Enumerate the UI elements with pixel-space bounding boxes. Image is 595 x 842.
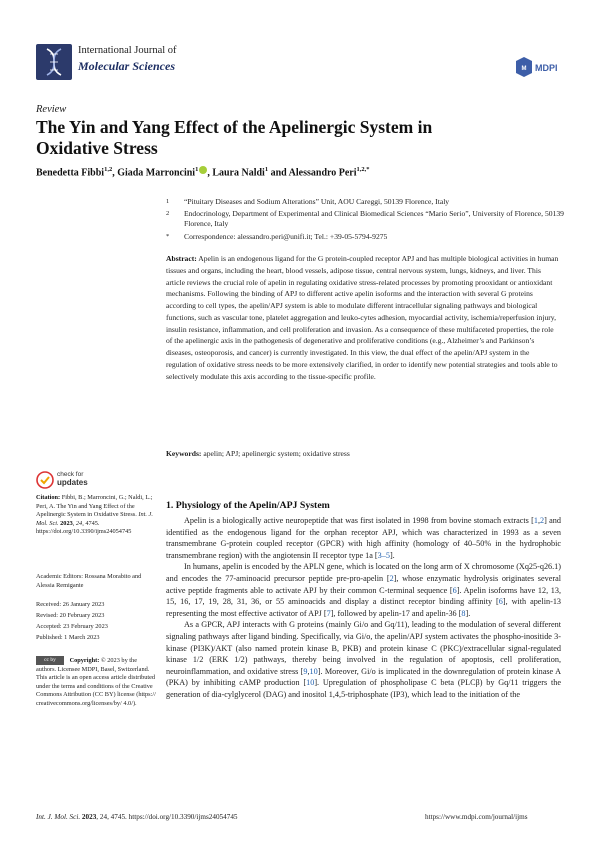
- body-text-span: ,: [307, 666, 310, 676]
- article-type: Review: [36, 104, 67, 115]
- abstract-text: Apelin is an endogenous ligand for the G protein-coupled receptor APJ and has multiple biological activities in human tissues and organs, including the heart, blood vessels, adipose tissue, central nervous system, lungs, kidneys, and liver. This article reviews the crucial role of apelin in regulating oxidative stress-related processes by promoting prooxidant or antioxidant mechanisms. Following the binding of APJ to different active apelin isoforms and the interaction with several G proteins according to cell types, the apelin/APJ system is able to modulate different intracellular signaling pathways and biological functions, such as vascular tone, platelet aggregation and leuko-cytes adhesion, myocardial activity, ischemia/reperfusion injury, insulin resistance, inflammation, and cell proliferation and invasion. As a consequence of these multifaceted properties, the role of the apelinergic axis in the pathogenesis of degenerative and proliferative conditions (e.g., Alzheimer’s and Parkinson’s diseases, osteoporosis, and cancer) is currently investigated. In this view, the dual effect of the apelin/APJ system in the regulation of oxidative stress needs to be more extensively clarified, in order to identify new potential strategies and tools able to selectively modulate this axis according to the tissue-specific profile.: [166, 254, 559, 381]
- received-date: Received: 26 January 2023: [36, 601, 105, 608]
- author-name[interactable]: Benedetta Fibbi: [36, 167, 105, 179]
- reference-link[interactable]: 8: [461, 608, 466, 618]
- body-text-span: ], followed by apelin-17 and apelin-36 [: [330, 608, 462, 618]
- revised-date: Revised: 20 February 2023: [36, 612, 105, 619]
- body-text-span: As a GPCR, APJ interacts with G proteins (mainly Gi/o and Gq/11), leading to the modulation of several different signaling pathways after ligand binding. Specifically, via Gi/o, the apelin/APJ system activates the phospho-inositide 3-kinase (PI3K)/AKT (also named protein kinase B, PKB) and protein kinase C (PKC)/extracellular signal-regulated kinase 1/2 (ERK 1/2) pathways, thereby being involved in the regulation of apoptosis, cell proliferation, neuroinflammation, and oxidative stress [: [166, 620, 561, 676]
- body-text-span: ]. Moreover, Gi/o is implicated in the downregulation of protein kinase A (PKA) by inhibiting cAMP production [: [166, 666, 561, 688]
- footer-journal: Int. J. Mol. Sci.: [36, 813, 81, 821]
- author-affil-sup: 1,2,*: [356, 166, 370, 173]
- journal-name-line2: Molecular Sciences: [78, 59, 175, 73]
- author-name[interactable]: Giada Marroncini: [117, 167, 196, 179]
- body-text-span: ]. Upregulation of phospholipase C beta (PLCβ) by Gq/11 triggers the generation of dia-cylglycerol (DAG) and inositol 1,4,5-triphosphate (IP3), which lead to the initiation of the: [166, 678, 561, 699]
- article-title: The Yin and Yang Effect of the Apelinergic System in Oxidative Stress: [36, 117, 433, 158]
- footer-doi[interactable]: , 24, 4745. https://doi.org/10.3390/ijms24054745: [96, 813, 238, 821]
- body-text-span: ], whose enzymatic hydrolysis originates several active peptide fragments able to activate APJ by their common C-terminal sequence [: [166, 573, 561, 595]
- body-text-span: ]. Apelin isoforms have 12, 13, 15, 16, 17, 19, 28, 31, 36, or 55 aminoacids and display a distinct receptor binding affinity [: [166, 585, 561, 607]
- author-separator: ,: [112, 167, 118, 179]
- reference-link[interactable]: 6: [498, 597, 503, 607]
- body-text-span: In humans, apelin is encoded by the APLN gene, which is located on the long arm of X chromosome (Xq25-q26.1) and encodes the 77-aminoacid precursor peptide pre-pro-apelin [: [166, 562, 561, 583]
- copyright-block: [36, 656, 158, 709]
- keywords-label: Keywords:: [166, 449, 202, 458]
- citation-year: 2023: [60, 519, 73, 527]
- author-affil-sup: 1: [264, 166, 269, 173]
- copyright-text: © 2023 by the authors. Licensee MDPI, Basel, Switzerland. This article is an open access article distributed under the terms and conditions of the Creative Commons Attribution (CC BY) license (https:// creativecommons.org/licenses/by/ 4.0/).: [36, 656, 156, 707]
- dna-icon: [36, 44, 72, 80]
- citation-journal: Int. J. Mol. Sci.: [36, 511, 153, 527]
- author-affil-sup: 1: [195, 166, 199, 173]
- body-text-span: ], with apelin-13 representing the most effective activator of APJ [: [166, 597, 562, 618]
- section-body: [166, 515, 561, 701]
- journal-name-line1: International Journal of: [78, 45, 177, 56]
- copyright-label: Copyright:: [69, 656, 100, 664]
- cc-license-badge[interactable]: cc by: [36, 656, 64, 665]
- body-paragraph: [166, 619, 561, 700]
- academic-editors: Academic Editors: Rossana Morabito and Alessia Remigante: [36, 573, 142, 589]
- check-updates-line2: updates: [57, 477, 88, 487]
- reference-link[interactable]: 3–5: [377, 550, 390, 560]
- body-text-span: ] and identified as the endogenous ligand for the orphan receptor APJ, which was characterized in 1993 as a seven transmembrane G-protein coupled receptor (GPCR) with high affinity (homology of 40–50% in the hydrophobic transmembrane region) with the angiotensin II receptor type 1a [: [166, 516, 561, 560]
- reference-link[interactable]: 6: [452, 585, 457, 595]
- check-for-updates-button[interactable]: [36, 470, 106, 490]
- section-heading: 1. Physiology of the Apelin/APJ System: [166, 500, 330, 511]
- keywords: [166, 449, 561, 458]
- mdpi-logo-text: MDPI: [535, 63, 558, 73]
- author-name[interactable]: Alessandro Peri: [288, 167, 357, 179]
- reference-link[interactable]: 9: [303, 666, 308, 676]
- citation-volume: 24: [75, 519, 83, 527]
- mdpi-logo: [516, 56, 560, 78]
- reference-link[interactable]: 10: [306, 678, 315, 688]
- reference-link[interactable]: 1: [533, 516, 538, 525]
- author-separator: and: [268, 167, 289, 179]
- citation-block: Citation: Fibbi, B.; Marroncini, G.; Naldi, L.; Peri, A. The Yin and Yang Effect of the Apelinergic System in Oxidative Stress. Int. J. Mol. Sci. 2023, 24, 4745. https://doi.org/10.3390/ijms24054745: [36, 494, 153, 536]
- accepted-date: Accepted: 23 February 2023: [36, 623, 108, 630]
- body-paragraph: [166, 515, 561, 561]
- body-text-span: Apelin is a biologically active neuropeptide that was first isolated in 1998 from bovine stomach extracts [: [184, 516, 534, 525]
- check-updates-line1: check for: [57, 471, 84, 478]
- reference-link[interactable]: 2: [389, 573, 394, 583]
- body-text-span: ,: [537, 516, 541, 525]
- author-affil-sup: 1,2: [104, 166, 113, 173]
- citation-doi[interactable]: , 4745. https://doi.org/10.3390/ijms24054745: [36, 519, 132, 536]
- author-name[interactable]: Laura Naldi: [212, 167, 265, 179]
- footer-url[interactable]: https://www.mdpi.com/journal/ijms: [425, 813, 528, 821]
- footer-citation: [36, 813, 238, 821]
- author-separator: ,: [207, 167, 213, 179]
- footer-year: 2023: [81, 813, 97, 821]
- svg-text:M: M: [521, 66, 527, 72]
- reference-link[interactable]: 2: [540, 516, 545, 525]
- reference-link[interactable]: 10: [309, 666, 318, 676]
- abstract: [166, 253, 561, 382]
- citation-text: Fibbi, B.; Marroncini, G.; Naldi, L.; Peri, A. The Yin and Yang Effect of the Apelinergic System in Oxidative Stress.: [36, 494, 153, 519]
- author-list: [36, 166, 556, 178]
- body-text-span: ].: [465, 608, 471, 618]
- published-date: Published: 1 March 2023: [36, 634, 100, 641]
- abstract-label: Abstract:: [166, 254, 197, 263]
- journal-logo: [36, 44, 72, 80]
- reference-link[interactable]: 7: [326, 608, 331, 618]
- citation-label: Citation:: [36, 494, 61, 501]
- body-paragraph: [166, 561, 561, 619]
- body-text-span: ].: [389, 550, 395, 560]
- check-updates-icon: [36, 471, 54, 489]
- keywords-text: apelin; APJ; apelinergic system; oxidative stress: [203, 449, 350, 458]
